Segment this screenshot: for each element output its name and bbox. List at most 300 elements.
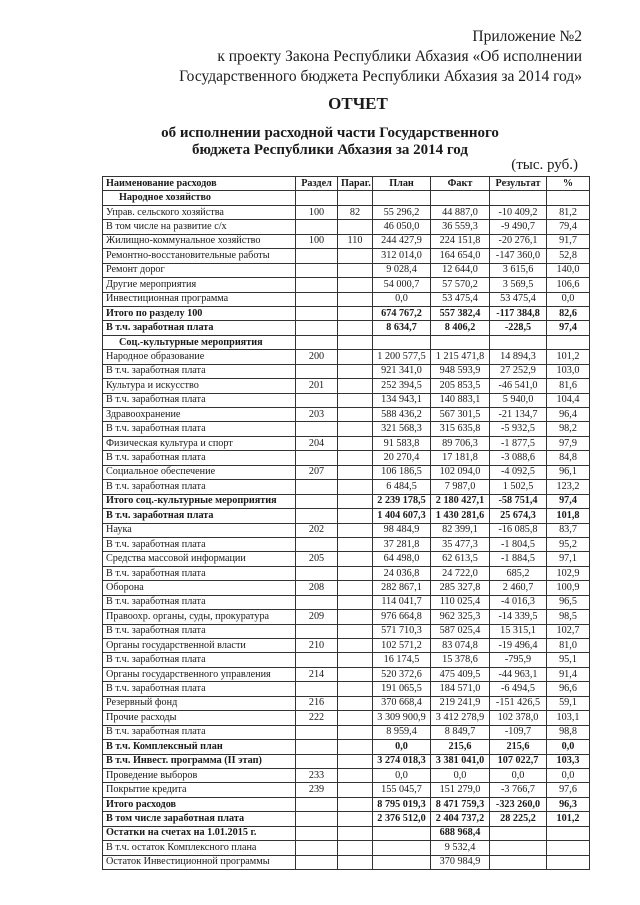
row-paragraph [338,220,373,234]
table-header-row [103,177,590,191]
report-subtitle-line-1: об исполнении расходной части Государственного [161,125,499,141]
row-paragraph [338,278,373,292]
row-plan: 921 341,0 [373,364,431,378]
row-paragraph [338,841,373,855]
row-fact: 567 301,5 [431,408,490,422]
row-plan [373,841,431,855]
row-percent: 96,6 [547,682,590,696]
row-plan: 106 186,5 [373,465,431,479]
row-result: 28 225,2 [490,812,547,826]
row-section [296,624,338,638]
table-row [103,436,590,450]
row-fact: 1 430 281,6 [431,509,490,523]
table-row [103,566,590,580]
row-result: -58 751,4 [490,494,547,508]
row-section [296,754,338,768]
table-row [103,379,590,393]
row-name: В т.ч. заработная плата [103,537,296,551]
row-name: В т.ч. заработная плата [103,393,296,407]
table-row [103,797,590,811]
row-section [296,393,338,407]
row-section: 239 [296,783,338,797]
row-paragraph [338,797,373,811]
row-fact: 12 644,0 [431,263,490,277]
row-percent: 81,6 [547,379,590,393]
row-plan: 54 000,7 [373,278,431,292]
row-paragraph [338,422,373,436]
row-paragraph [338,725,373,739]
row-result: -228,5 [490,321,547,335]
row-fact: 9 532,4 [431,841,490,855]
table-row [103,321,590,335]
row-result: 2 460,7 [490,581,547,595]
table-row [103,292,590,306]
row-fact: 8 406,2 [431,321,490,335]
row-plan: 6 484,5 [373,480,431,494]
row-section: 200 [296,350,338,364]
row-section [296,740,338,754]
row-plan: 321 568,3 [373,422,431,436]
row-section [296,292,338,306]
row-fact: 219 241,9 [431,696,490,710]
row-fact: 3 412 278,9 [431,711,490,725]
row-percent: 101,2 [547,812,590,826]
row-result: -1 804,5 [490,537,547,551]
row-plan: 370 668,4 [373,696,431,710]
row-name: В т.ч. заработная плата [103,725,296,739]
row-paragraph [338,682,373,696]
row-plan: 37 281,8 [373,537,431,551]
row-fact: 36 559,3 [431,220,490,234]
row-section [296,826,338,840]
row-section: 203 [296,408,338,422]
row-result: -20 276,1 [490,234,547,248]
row-section: 207 [296,465,338,479]
row-plan [373,855,431,869]
row-percent: 106,6 [547,278,590,292]
row-result: -6 494,5 [490,682,547,696]
row-fact: 102 094,0 [431,465,490,479]
table-row [103,768,590,782]
table-row [103,711,590,725]
row-paragraph [338,494,373,508]
row-plan: 9 028,4 [373,263,431,277]
row-name: В т.ч. заработная плата [103,566,296,580]
row-percent: 96,3 [547,797,590,811]
row-percent: 0,0 [547,292,590,306]
row-result: -4 016,3 [490,595,547,609]
row-plan: 520 372,6 [373,667,431,681]
row-fact: 557 382,4 [431,306,490,320]
row-result: -10 409,2 [490,205,547,219]
row-name: В т.ч. заработная плата [103,653,296,667]
row-fact: 0,0 [431,768,490,782]
row-name: В т.ч. заработная плата [103,422,296,436]
table-row [103,480,590,494]
row-paragraph [338,451,373,465]
row-paragraph [338,754,373,768]
row-name: В т.ч. заработная плата [103,451,296,465]
row-paragraph [338,566,373,580]
table-row [103,393,590,407]
table-row [103,682,590,696]
row-section [296,494,338,508]
row-fact: 285 327,8 [431,581,490,595]
row-paragraph [338,306,373,320]
row-result: -147 360,0 [490,249,547,263]
report-subtitle-line-2: бюджета Республики Абхазия за 2014 год [192,142,468,158]
row-plan: 312 014,0 [373,249,431,263]
row-section [296,841,338,855]
row-section: 233 [296,768,338,782]
row-percent: 100,9 [547,581,590,595]
table-row [103,754,590,768]
row-name: Инвестиционная программа [103,292,296,306]
row-result: 53 475,4 [490,292,547,306]
table-row [103,523,590,537]
row-percent: 102,7 [547,624,590,638]
table-row [103,350,590,364]
row-section [296,537,338,551]
row-fact: 82 399,1 [431,523,490,537]
table-row [103,653,590,667]
row-fact: 315 635,8 [431,422,490,436]
row-name: В т.ч. заработная плата [103,509,296,523]
row-paragraph [338,263,373,277]
row-plan: 0,0 [373,768,431,782]
row-fact: 184 571,0 [431,682,490,696]
row-result: 685,2 [490,566,547,580]
row-percent: 140,0 [547,263,590,277]
row-section [296,306,338,320]
row-percent: 59,1 [547,696,590,710]
row-name: В том числе на развитие с/х [103,220,296,234]
row-paragraph [338,480,373,494]
row-result: -1 877,5 [490,436,547,450]
row-plan: 16 174,5 [373,653,431,667]
row-name: Итого по разделу 100 [103,306,296,320]
units-label: (тыс. руб.) [511,157,578,173]
row-fact: 205 853,5 [431,379,490,393]
row-percent: 97,9 [547,436,590,450]
row-plan: 2 376 512,0 [373,812,431,826]
row-percent: 102,9 [547,566,590,580]
row-percent: 97,4 [547,494,590,508]
row-plan: 191 065,5 [373,682,431,696]
row-section: 100 [296,205,338,219]
table-row [103,364,590,378]
row-paragraph [338,408,373,422]
row-section: 222 [296,711,338,725]
row-plan: 64 498,0 [373,552,431,566]
row-name: В т.ч. Комплексный план [103,740,296,754]
row-plan: 134 943,1 [373,393,431,407]
row-paragraph [338,379,373,393]
row-fact: 948 593,9 [431,364,490,378]
row-fact: 15 378,6 [431,653,490,667]
row-paragraph [338,509,373,523]
table-row [103,306,590,320]
table-row [103,667,590,681]
row-name: Культура и искусство [103,379,296,393]
row-result: -5 932,5 [490,422,547,436]
row-paragraph [338,523,373,537]
row-plan: 1 404 607,3 [373,509,431,523]
table-row [103,220,590,234]
row-name: В т.ч. заработная плата [103,364,296,378]
row-fact: 83 074,8 [431,639,490,653]
row-name: Итого соц.-культурные мероприятия [103,494,296,508]
row-plan [373,191,431,205]
row-section [296,812,338,826]
row-name: В т.ч. заработная плата [103,682,296,696]
table-row [103,509,590,523]
row-result: -21 134,7 [490,408,547,422]
row-fact: 215,6 [431,740,490,754]
row-name: Жилищно-коммунальное хозяйство [103,234,296,248]
column-header-section: Раздел [296,177,338,191]
row-paragraph [338,191,373,205]
table-row [103,205,590,219]
row-plan: 282 867,1 [373,581,431,595]
row-result: -109,7 [490,725,547,739]
row-fact: 475 409,5 [431,667,490,681]
row-result: -4 092,5 [490,465,547,479]
row-name: Остатки на счетах на 1.01.2015 г. [103,826,296,840]
row-plan: 976 664,8 [373,610,431,624]
table-row [103,249,590,263]
table-row [103,812,590,826]
row-paragraph [338,624,373,638]
row-paragraph [338,436,373,450]
row-plan: 20 270,4 [373,451,431,465]
row-percent: 82,6 [547,306,590,320]
row-name: Органы государственной власти [103,639,296,653]
table-row [103,624,590,638]
row-name: В т.ч. заработная плата [103,321,296,335]
row-paragraph [338,581,373,595]
row-percent: 101,8 [547,509,590,523]
row-name: Здравоохранение [103,408,296,422]
row-plan: 252 394,5 [373,379,431,393]
column-header-result: Результат [490,177,547,191]
row-section: 216 [296,696,338,710]
row-fact: 151 279,0 [431,783,490,797]
row-result: -3 088,6 [490,451,547,465]
row-fact [431,335,490,349]
row-percent: 83,7 [547,523,590,537]
row-result [490,191,547,205]
row-percent [547,335,590,349]
row-section [296,509,338,523]
table-row [103,610,590,624]
row-result [490,841,547,855]
row-fact: 7 987,0 [431,480,490,494]
table-row [103,537,590,551]
row-result: -19 496,4 [490,639,547,653]
row-section: 210 [296,639,338,653]
row-plan: 0,0 [373,740,431,754]
row-result: -14 339,5 [490,610,547,624]
row-percent: 98,8 [547,725,590,739]
table-row [103,855,590,869]
row-plan: 8 795 019,3 [373,797,431,811]
row-result: -46 541,0 [490,379,547,393]
row-fact: 1 215 471,8 [431,350,490,364]
row-fact: 8 471 759,3 [431,797,490,811]
row-result [490,335,547,349]
row-result: 27 252,9 [490,364,547,378]
row-plan: 674 767,2 [373,306,431,320]
table-row [103,552,590,566]
row-fact: 688 968,4 [431,826,490,840]
row-paragraph [338,321,373,335]
row-plan: 8 634,7 [373,321,431,335]
row-percent: 103,0 [547,364,590,378]
row-section [296,451,338,465]
row-section [296,335,338,349]
row-paragraph [338,537,373,551]
row-fact: 2 180 427,1 [431,494,490,508]
table-row [103,595,590,609]
row-name: Резервный фонд [103,696,296,710]
row-percent: 81,0 [547,639,590,653]
row-fact: 44 887,0 [431,205,490,219]
column-header-paragraph: Параг. [338,177,373,191]
row-paragraph [338,595,373,609]
row-section: 208 [296,581,338,595]
row-fact: 962 325,3 [431,610,490,624]
row-result: 1 502,5 [490,480,547,494]
row-name: Правоохр. органы, суды, прокуратура [103,610,296,624]
table-row [103,826,590,840]
row-paragraph [338,740,373,754]
row-result: 5 940,0 [490,393,547,407]
row-percent: 0,0 [547,740,590,754]
row-section [296,595,338,609]
row-name: Итого расходов [103,797,296,811]
row-name: Органы государственного управления [103,667,296,681]
row-plan: 588 436,2 [373,408,431,422]
row-percent: 95,2 [547,537,590,551]
row-name: Проведение выборов [103,768,296,782]
row-fact: 587 025,4 [431,624,490,638]
row-percent: 84,8 [547,451,590,465]
row-fact: 35 477,3 [431,537,490,551]
row-name: Наука [103,523,296,537]
row-percent: 91,7 [547,234,590,248]
row-plan: 8 959,4 [373,725,431,739]
row-paragraph [338,812,373,826]
row-section [296,855,338,869]
row-fact: 110 025,4 [431,595,490,609]
row-percent: 104,4 [547,393,590,407]
row-percent [547,191,590,205]
row-section: 202 [296,523,338,537]
row-name: Ремонт дорог [103,263,296,277]
table-row [103,465,590,479]
row-name: Социальное обеспечение [103,465,296,479]
row-result [490,826,547,840]
row-result [490,855,547,869]
row-paragraph [338,855,373,869]
row-fact [431,191,490,205]
row-name: Физическая культура и спорт [103,436,296,450]
row-percent: 98,5 [547,610,590,624]
row-paragraph [338,350,373,364]
row-percent: 52,8 [547,249,590,263]
row-result: 107 022,7 [490,754,547,768]
row-fact: 53 475,4 [431,292,490,306]
row-result: 0,0 [490,768,547,782]
table-section-row [103,191,590,205]
table-row [103,581,590,595]
row-fact: 89 706,3 [431,436,490,450]
row-name: Другие мероприятия [103,278,296,292]
row-plan: 114 041,7 [373,595,431,609]
row-section [296,682,338,696]
expenditure-table [102,176,590,870]
row-result: -16 085,8 [490,523,547,537]
row-section: 209 [296,610,338,624]
row-plan [373,826,431,840]
table-row [103,725,590,739]
row-plan: 3 274 018,3 [373,754,431,768]
row-percent [547,826,590,840]
row-plan: 46 050,0 [373,220,431,234]
row-plan: 1 200 577,5 [373,350,431,364]
row-fact: 3 381 041,0 [431,754,490,768]
row-fact: 370 984,9 [431,855,490,869]
row-paragraph [338,465,373,479]
row-name: Ремонтно-восстановительные работы [103,249,296,263]
row-section [296,364,338,378]
table-section-row [103,335,590,349]
row-name: В т.ч. заработная плата [103,480,296,494]
row-paragraph [338,783,373,797]
row-section: 205 [296,552,338,566]
appendix-reference-line-2: Государственного бюджета Республики Абхазия за 2014 год» [179,68,582,85]
row-percent: 123,2 [547,480,590,494]
table-row [103,639,590,653]
table-row [103,408,590,422]
row-section [296,278,338,292]
row-percent: 91,4 [547,667,590,681]
row-plan: 102 571,2 [373,639,431,653]
row-section [296,725,338,739]
appendix-number: Приложение №2 [472,28,582,45]
row-result: 3 615,6 [490,263,547,277]
row-percent [547,841,590,855]
row-name: В т.ч. заработная плата [103,624,296,638]
row-plan [373,335,431,349]
row-section [296,321,338,335]
row-name: Соц.-культурные мероприятия [103,335,296,349]
row-plan: 2 239 178,5 [373,494,431,508]
row-name: Народное хозяйство [103,191,296,205]
row-section [296,191,338,205]
row-paragraph: 82 [338,205,373,219]
row-fact: 8 849,7 [431,725,490,739]
row-paragraph [338,653,373,667]
row-percent: 97,1 [547,552,590,566]
column-header-name: Наименование расходов [103,177,296,191]
row-percent: 81,2 [547,205,590,219]
row-percent: 97,4 [547,321,590,335]
row-paragraph [338,249,373,263]
row-percent: 96,4 [547,408,590,422]
column-header-fact: Факт [431,177,490,191]
